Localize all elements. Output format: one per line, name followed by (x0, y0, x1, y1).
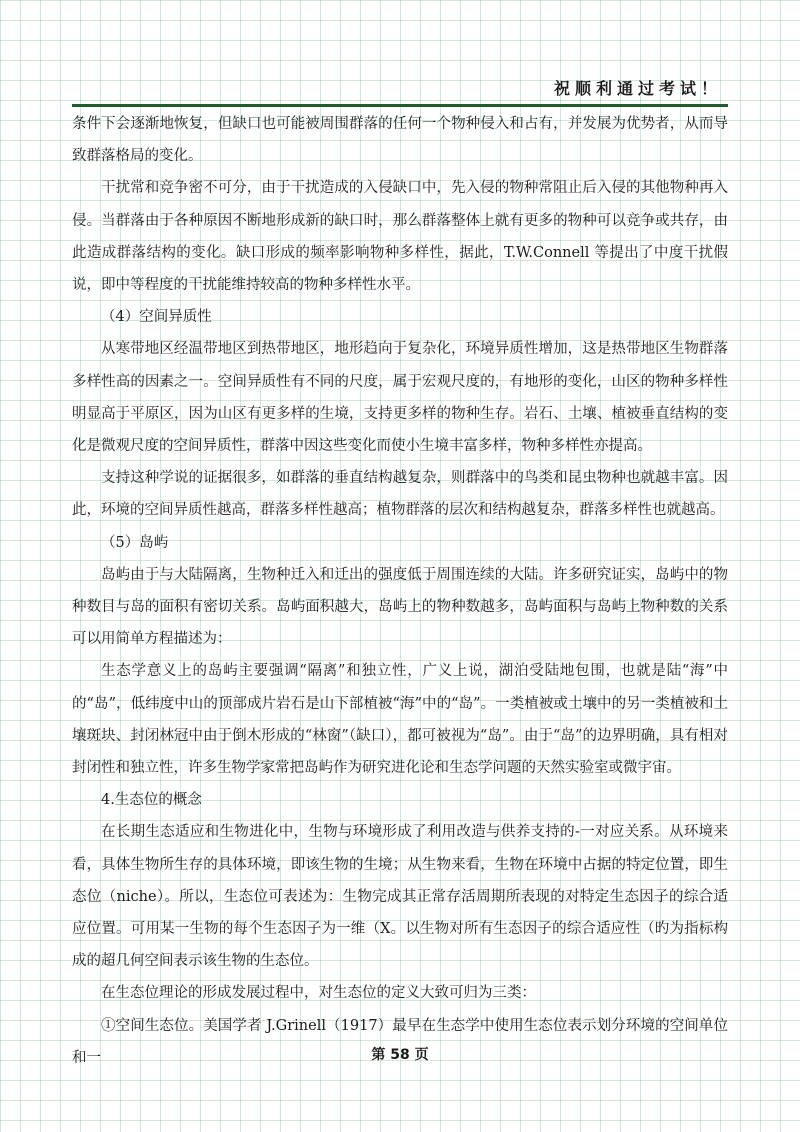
page-number: 第 58 页 (371, 1047, 429, 1063)
paragraph-3: 从寒带地区经温带地区到热带地区，地形趋向于复杂化，环境异质性增加，这是热带地区生物群落多样性高的因素之一。空间异质性有不同的尺度，属于宏观尺度的，有地形的变化，山区的物种多样性明显高于平原区，因为山区有更多样的生境，支持更多样的物种生存。岩石、土壤、植被垂直结构的变化是微观尺度的空间异质性，群落中因这些变化而使小生境丰富多样，物种多样性亦提高。 (72, 341, 728, 455)
paragraph-9: ①空间生态位。美国学者 J.Grinell（1917）最早在生态学中使用生态位表示划分环境的空间单位和一 (72, 1017, 728, 1066)
paragraph-1: 条件下会逐渐地恢复，但缺口也可能被周围群落的任何一个物种侵入和占有，并发展为优势者，从而导致群落格局的变化。 (72, 116, 728, 165)
paragraph-5: 岛屿由于与大陆隔离，生物种迁入和迁出的强度低于周围连续的大陆。许多研究证实，岛屿中的物种数目与岛的面积有密切关系。岛屿面积越大，岛屿上的物种数越多，岛屿面积与岛屿上物种数的关系可以用简单方程描述为： (72, 566, 728, 648)
paragraph-2: 干扰常和竞争密不可分，由于干扰造成的入侵缺口中，先入侵的物种常阻止后入侵的其他物种再入侵。当群落由于各种原因不断地形成新的缺口时，那么群落整体上就有更多的物种可以竞争或共存，由此造成群落结构的变化。缺口形成的频率影响物种多样性，据此，T.W.Connell 等提出了中度干扰假说，即中等程度的干扰能维持较高的物种多样性水平。 (72, 180, 728, 294)
section-heading-niche-concept: 4.生态位的概念 (101, 792, 202, 809)
paragraph-4: 支持这种学说的证据很多，如群落的垂直结构越复杂，则群落中的鸟类和昆虫物种也就越丰富。因此，环境的空间异质性越高，群落多样性越高；植物群落的层次和结构越复杂，群落多样性也就越高。 (72, 470, 728, 519)
paragraph-8: 在生态位理论的形成发展过程中，对生态位的定义大致可归为三类： (101, 985, 536, 1002)
section-heading-island: （5）岛屿 (101, 534, 169, 551)
section-heading-spatial-heterogeneity: （4）空间异质性 (101, 309, 212, 326)
page-body (72, 108, 728, 1074)
paragraph-7: 在长期生态适应和生物进化中，生物与环境形成了利用改造与供养支持的-一对应关系。从环境来看，具体生物所生存的具体环境，即该生物的生境；从生物来看，生物在环境中占据的特定位置，即生态位（niche）。所以，生态位可表述为：生物完成其正常存活周期所表现的对特定生态因子的综合适应位置。可用某一生物的每个生态因子为一维（X。以生物对所有生态因子的综合适应性（旳为指标构成的超几何空间表示该生物的生态位。 (72, 824, 728, 970)
header-slogan: 祝顺利通过考试！ (553, 79, 722, 98)
header-rule (72, 104, 728, 107)
paragraph-6: 生态学意义上的岛屿主要强调“隔离”和独立性，广义上说，湖泊受陆地包围，也就是陆“海”中的“岛”，低纬度中山的顶部成片岩石是山下部植被“海”中的“岛”。一类植被或土壤中的另一类植被和土壤斑块、封闭林冠中由于倒木形成的“林窗”（缺口），都可被视为“岛”。由于“岛”的边界明确，具有相对封闭性和独立性，许多生物学家常把岛屿作为研究进化论和生态学问题的天然实验室或微宇宙。 (72, 663, 728, 777)
